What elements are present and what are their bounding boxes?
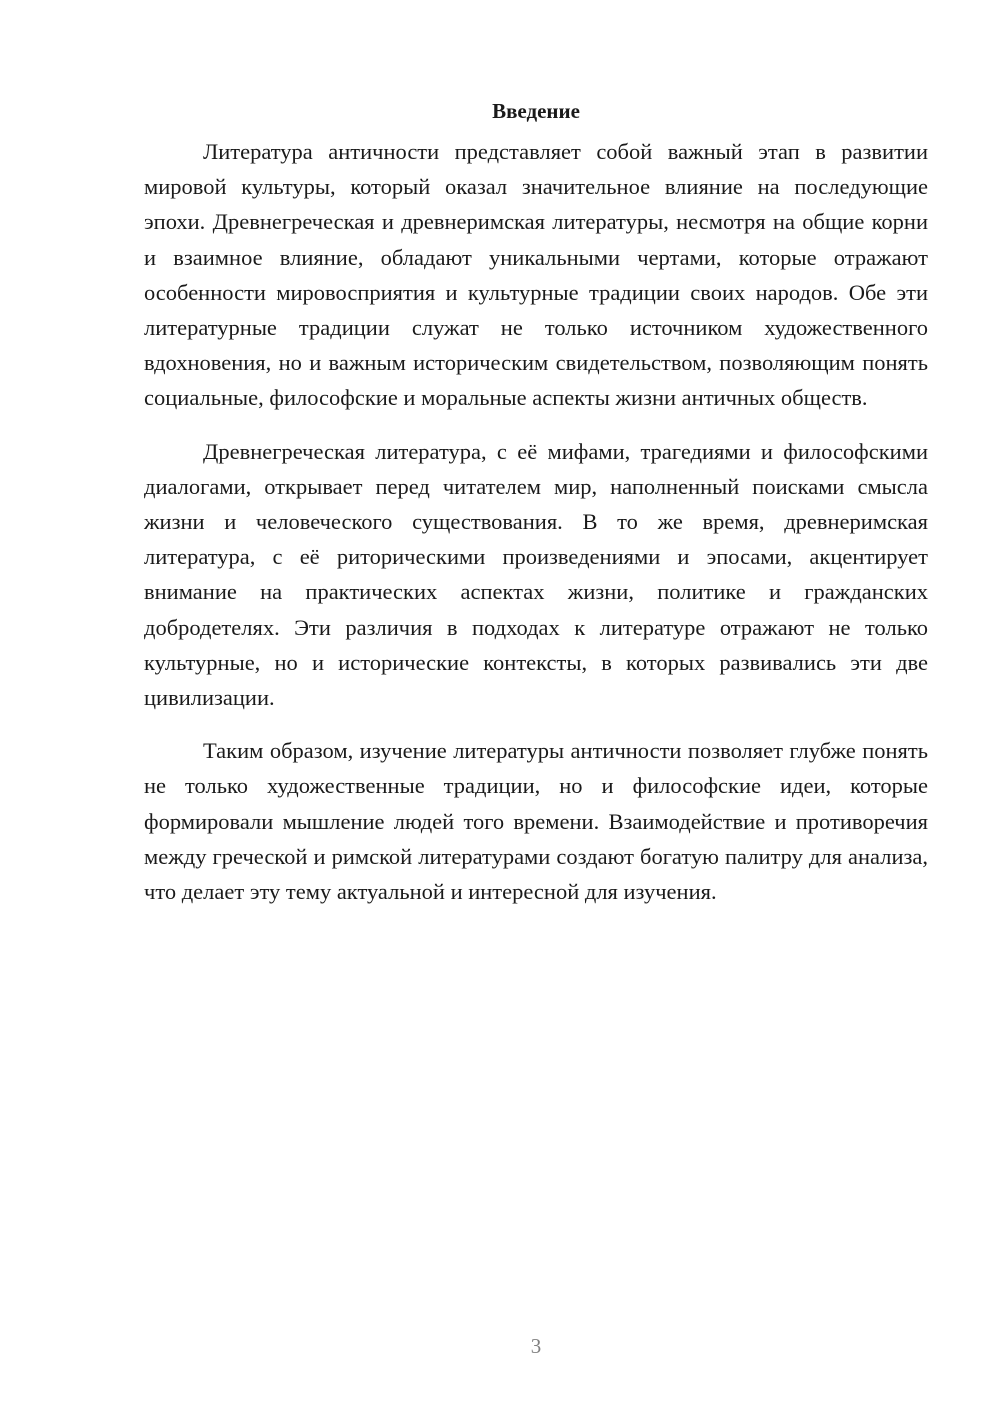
paragraph-3: Таким образом, изучение литературы античности позволяет глубже понять не только художественные традиции, но и философские идеи, которые формировали мышление людей того времени. Взаимодействие и противоречия между греческой и римской литературами создают богатую палитру для анализа, что делает эту тему актуальной и интересной для изучения.: [144, 738, 928, 905]
section-title: Введение: [492, 99, 580, 123]
paragraph-1: Литература античности представляет собой важный этап в развитии мировой культуры, который оказал значительное влияние на последующие эпохи. Древнегреческая и древнеримская литературы, несмотря на общие корни и взаимное влияние, обладают уникальными чертами, которые отражают особенности мировосприятия и культурные традиции своих народов. Обе эти литературные традиции служат не только источником художественного вдохновения, но и важным историческим свидетельством, позволяющим понять социальные, философские и моральные аспекты жизни античных обществ.: [144, 139, 928, 411]
page-content: [144, 96, 928, 927]
paragraph-2: Древнегреческая литература, с её мифами, трагедиями и философскими диалогами, открывает перед читателем мир, наполненный поисками смысла жизни и человеческого существования. В то же время, древнеримская литература, с её риторическими произведениями и эпосами, акцентирует внимание на практических аспектах жизни, политике и гражданских добродетелях. Эти различия в подходах к литературе отражают не только культурные, но и исторические контексты, в которых развивались эти две цивилизации.: [144, 438, 928, 711]
page-number: 3: [530, 1334, 542, 1358]
